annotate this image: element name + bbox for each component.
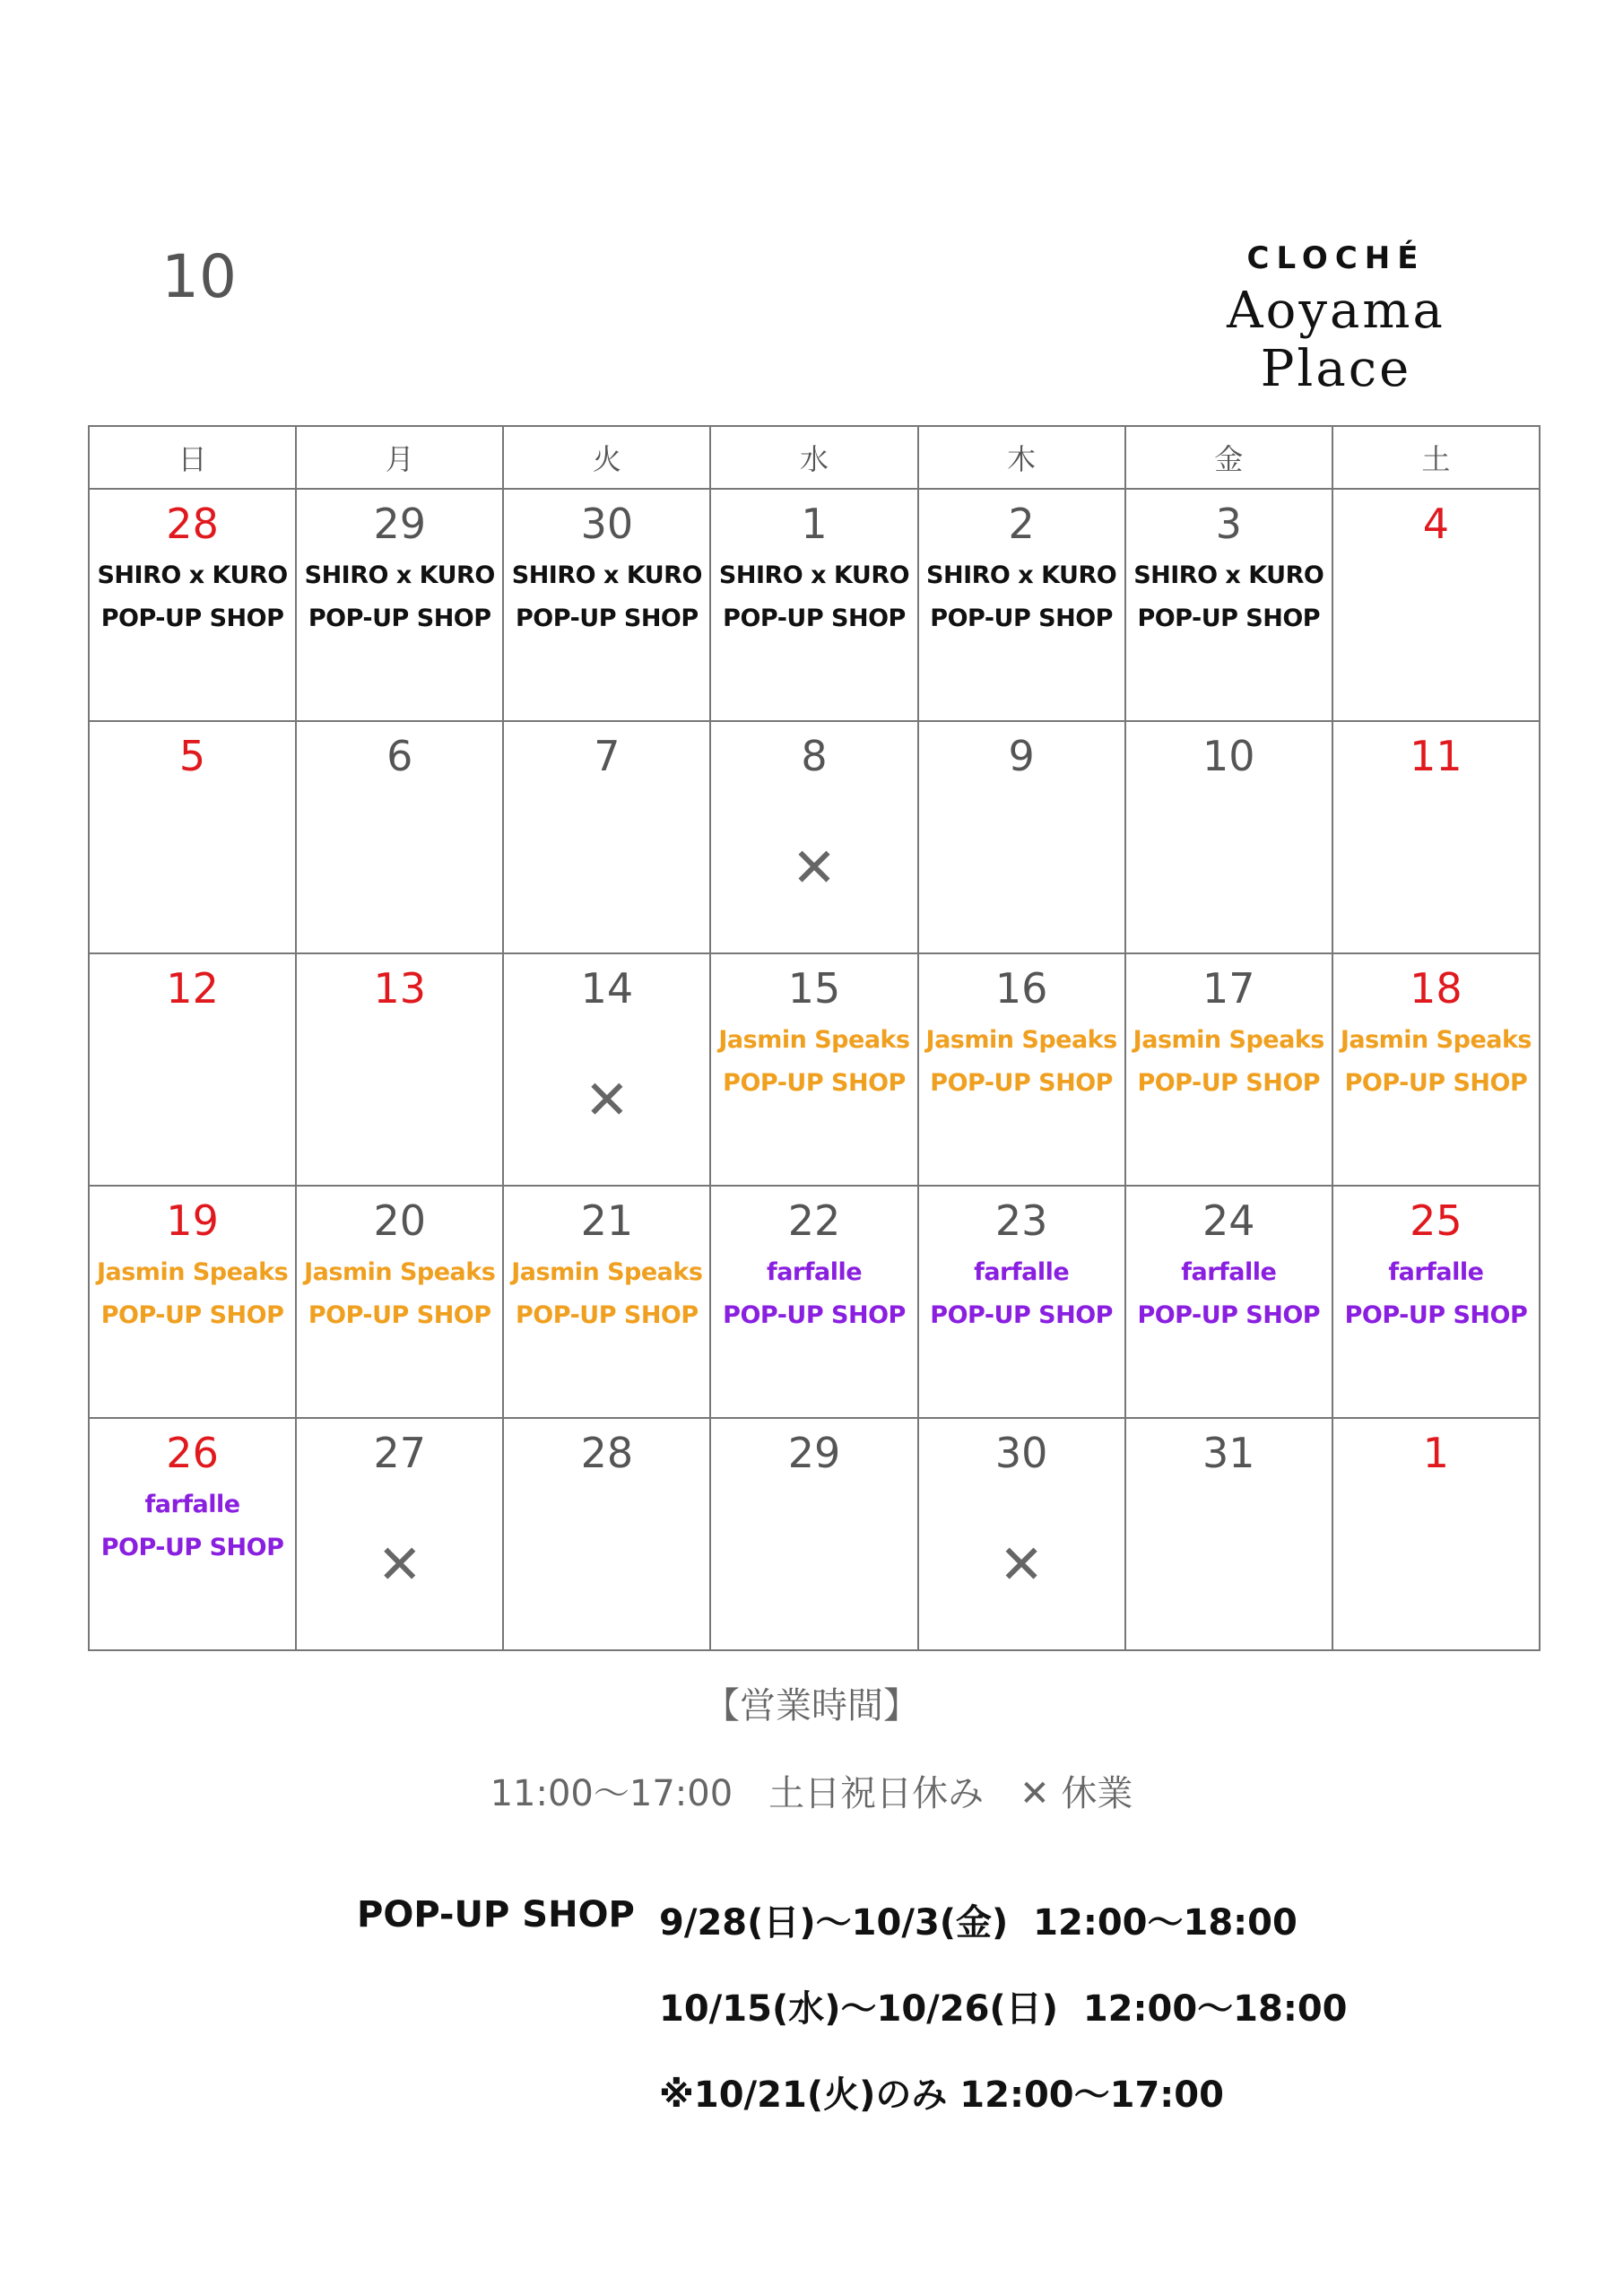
calendar-day-cell — [503, 1186, 710, 1418]
day-number: 1 — [801, 500, 828, 548]
event-name: Jasmin Speaks — [1133, 1026, 1324, 1054]
popup-label: POP-UP SHOP — [357, 1894, 635, 1935]
weekday-tue: 火 — [503, 426, 710, 489]
closed-mark-icon: ✕ — [584, 1069, 629, 1132]
business-hours-line: 11:00〜17:00 土日祝日休み ✕ 休業 — [490, 1773, 1133, 1814]
calendar-day-cell — [1332, 1186, 1540, 1418]
weekday-sat: 土 — [1332, 426, 1540, 489]
event-type: POP-UP SHOP — [1137, 1069, 1321, 1097]
event-name: Jasmin Speaks — [1340, 1026, 1532, 1054]
weekday-thu: 木 — [918, 426, 1125, 489]
calendar-week-row — [89, 1418, 1540, 1650]
day-number: 28 — [580, 1429, 634, 1477]
day-number: 31 — [1202, 1429, 1255, 1477]
event-type: POP-UP SHOP — [723, 1301, 906, 1329]
calendar-week-row — [89, 1186, 1540, 1418]
day-number: 26 — [166, 1429, 219, 1477]
calendar-day-cell — [503, 953, 710, 1186]
calendar-day-cell — [89, 1418, 296, 1650]
calendar-day-cell — [1125, 1418, 1332, 1650]
brand-logo — [1148, 240, 1524, 398]
calendar-day-cell — [710, 953, 917, 1186]
event-type: POP-UP SHOP — [308, 1301, 491, 1329]
day-number: 24 — [1202, 1196, 1255, 1245]
weekday-sun: 日 — [89, 426, 296, 489]
event-type: POP-UP SHOP — [1137, 1301, 1321, 1329]
day-number: 30 — [580, 500, 634, 548]
calendar-day-cell — [1332, 953, 1540, 1186]
calendar-day-cell — [1125, 489, 1332, 721]
day-number: 3 — [1215, 500, 1242, 548]
calendar-week-row — [89, 721, 1540, 953]
month-number: 10 — [161, 242, 237, 311]
calendar-day-cell — [503, 1418, 710, 1650]
day-number: 12 — [166, 964, 219, 1013]
event-type: POP-UP SHOP — [100, 1301, 284, 1329]
calendar-day-cell — [1332, 489, 1540, 721]
day-number: 5 — [178, 732, 206, 780]
event-type: POP-UP SHOP — [516, 604, 699, 632]
day-number: 21 — [580, 1196, 634, 1245]
day-number: 11 — [1410, 732, 1462, 780]
calendar-body — [89, 489, 1540, 1650]
day-number: 20 — [373, 1196, 426, 1245]
calendar-day-cell — [503, 489, 710, 721]
event-name: SHIRO x KURO — [926, 561, 1117, 589]
event-type: POP-UP SHOP — [723, 604, 906, 632]
day-number: 30 — [994, 1429, 1048, 1477]
calendar-day-cell — [296, 1418, 503, 1650]
day-number: 23 — [994, 1196, 1048, 1245]
event-name: farfalle — [144, 1491, 240, 1518]
brand-location: Aoyama Place — [1227, 282, 1445, 398]
popup-note: ※10/21(火)のみ 12:00〜17:00 — [659, 2074, 1224, 2116]
weekday-fri: 金 — [1125, 426, 1332, 489]
event-name: farfalle — [1181, 1258, 1277, 1286]
event-name: Jasmin Speaks — [96, 1258, 289, 1286]
event-name: SHIRO x KURO — [1133, 561, 1324, 589]
calendar-day-cell — [1125, 1186, 1332, 1418]
day-number: 7 — [594, 732, 621, 780]
brand-name: CLOCHÉ — [1246, 240, 1426, 276]
event-name: Jasmin Speaks — [511, 1258, 703, 1286]
day-number: 18 — [1410, 964, 1462, 1013]
calendar-day-cell — [1125, 953, 1332, 1186]
business-hours-title: 【営業時間】 — [704, 1685, 919, 1726]
day-number: 29 — [787, 1429, 841, 1477]
calendar-table — [88, 425, 1541, 1651]
calendar-day-cell — [1125, 721, 1332, 953]
event-type: POP-UP SHOP — [516, 1301, 699, 1329]
event-name: farfalle — [766, 1258, 863, 1286]
calendar-day-cell — [89, 953, 296, 1186]
event-type: POP-UP SHOP — [930, 1069, 1113, 1097]
day-number: 25 — [1410, 1196, 1462, 1245]
calendar-week-row — [89, 489, 1540, 721]
event-type: POP-UP SHOP — [930, 1301, 1113, 1329]
event-type: POP-UP SHOP — [100, 1534, 284, 1561]
event-name: SHIRO x KURO — [718, 561, 910, 589]
popup-period-2: 10/15(水)〜10/26(日) 12:00〜18:00 — [659, 1988, 1348, 2030]
calendar-day-cell — [89, 721, 296, 953]
calendar-day-cell — [296, 953, 503, 1186]
day-number: 10 — [1202, 732, 1255, 780]
calendar-week-row — [89, 953, 1540, 1186]
event-name: farfalle — [1388, 1258, 1484, 1286]
calendar-day-cell — [89, 489, 296, 721]
calendar-day-cell — [918, 953, 1125, 1186]
calendar-day-cell — [1332, 721, 1540, 953]
day-number: 13 — [373, 964, 426, 1013]
event-name: SHIRO x KURO — [511, 561, 702, 589]
calendar-day-cell — [918, 1186, 1125, 1418]
event-type: POP-UP SHOP — [930, 604, 1113, 632]
weekday-wed: 水 — [710, 426, 917, 489]
event-type: POP-UP SHOP — [723, 1069, 906, 1097]
closed-mark-icon: ✕ — [791, 837, 838, 900]
day-number: 15 — [787, 964, 841, 1013]
event-name: Jasmin Speaks — [925, 1026, 1117, 1054]
event-type: POP-UP SHOP — [1137, 604, 1321, 632]
event-name: SHIRO x KURO — [97, 561, 288, 589]
event-type: POP-UP SHOP — [1344, 1301, 1528, 1329]
calendar-day-cell — [918, 489, 1125, 721]
day-number: 9 — [1008, 732, 1035, 780]
day-number: 2 — [1008, 500, 1035, 548]
day-number: 6 — [386, 732, 413, 780]
day-number: 19 — [166, 1196, 219, 1245]
calendar-day-cell — [918, 721, 1125, 953]
calendar-day-cell — [503, 721, 710, 953]
day-number: 1 — [1422, 1429, 1450, 1477]
calendar-day-cell — [1332, 1418, 1540, 1650]
day-number: 22 — [787, 1196, 841, 1245]
popup-period-1: 9/28(日)〜10/3(金) 12:00〜18:00 — [659, 1902, 1298, 1944]
weekday-header-row — [89, 426, 1540, 489]
event-type: POP-UP SHOP — [100, 604, 284, 632]
day-number: 28 — [166, 500, 219, 548]
event-name: Jasmin Speaks — [304, 1258, 496, 1286]
calendar-day-cell — [918, 1418, 1125, 1650]
event-name: Jasmin Speaks — [718, 1026, 910, 1054]
calendar-day-cell — [710, 721, 917, 953]
calendar-day-cell — [296, 1186, 503, 1418]
closed-mark-icon: ✕ — [377, 1534, 422, 1596]
day-number: 29 — [373, 500, 426, 548]
calendar-day-cell — [710, 489, 917, 721]
event-name: farfalle — [974, 1258, 1070, 1286]
calendar-day-cell — [296, 489, 503, 721]
day-number: 14 — [580, 964, 634, 1013]
event-name: SHIRO x KURO — [304, 561, 495, 589]
weekday-mon: 月 — [296, 426, 503, 489]
day-number: 27 — [373, 1429, 426, 1477]
calendar-day-cell — [296, 721, 503, 953]
day-number: 4 — [1422, 500, 1450, 548]
day-number: 16 — [994, 964, 1048, 1013]
closed-mark-icon: ✕ — [998, 1534, 1045, 1596]
event-type: POP-UP SHOP — [1344, 1069, 1528, 1097]
calendar-day-cell — [89, 1186, 296, 1418]
event-type: POP-UP SHOP — [308, 604, 491, 632]
day-number: 17 — [1202, 964, 1255, 1013]
day-number: 8 — [801, 732, 828, 780]
calendar-day-cell — [710, 1186, 917, 1418]
calendar-day-cell — [710, 1418, 917, 1650]
